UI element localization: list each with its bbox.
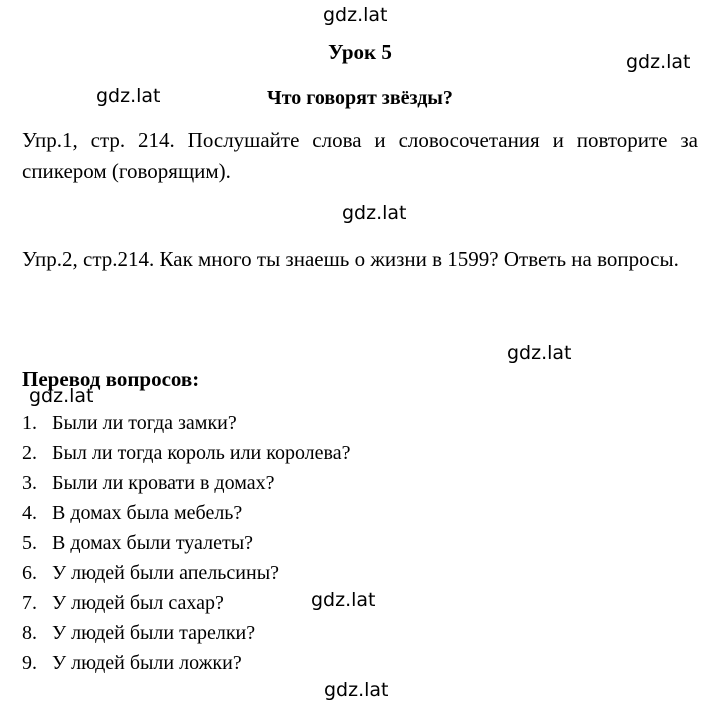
question-number: 7. <box>22 592 37 614</box>
exercise-1-text: Упр.1, стр. 214. Послушайте слова и словосочетания и повторите за спикером (говорящим). <box>22 128 698 183</box>
questions-list <box>22 408 350 678</box>
question-text: Были ли тогда замки? <box>52 412 237 434</box>
lesson-title: Урок 5 <box>328 40 392 64</box>
translation-heading: Перевод вопросов: <box>22 367 200 391</box>
question-number: 5. <box>22 532 37 554</box>
question-item <box>22 438 350 468</box>
question-number: 2. <box>22 442 37 464</box>
question-item <box>22 588 350 618</box>
question-number: 4. <box>22 502 37 524</box>
question-item <box>22 618 350 648</box>
watermark: gdz.lat <box>96 85 161 107</box>
question-text: У людей были ложки? <box>52 652 242 674</box>
question-item <box>22 408 350 438</box>
question-item <box>22 528 350 558</box>
question-number: 1. <box>22 412 37 434</box>
question-number: 3. <box>22 472 37 494</box>
watermark: gdz.lat <box>323 4 388 26</box>
question-item <box>22 468 350 498</box>
question-number: 8. <box>22 622 37 644</box>
question-item <box>22 498 350 528</box>
question-text: Были ли кровати в домах? <box>52 472 275 494</box>
watermark: gdz.lat <box>311 589 376 611</box>
question-text: В домах была мебель? <box>52 502 243 524</box>
watermark: gdz.lat <box>29 385 94 407</box>
question-item <box>22 558 350 588</box>
watermark: gdz.lat <box>324 679 389 701</box>
question-text: У людей были апельсины? <box>52 562 280 584</box>
lesson-subtitle: Что говорят звёзды? <box>267 87 453 109</box>
question-number: 9. <box>22 652 37 674</box>
question-text: У людей были тарелки? <box>52 622 256 644</box>
question-text: В домах были туалеты? <box>52 532 254 554</box>
question-number: 6. <box>22 562 37 584</box>
watermark: gdz.lat <box>626 51 691 73</box>
exercise-2-text: Упр.2, стр.214. Как много ты знаешь о жизни в 1599? Ответь на вопросы. <box>22 247 679 271</box>
question-text: Был ли тогда король или королева? <box>52 442 351 464</box>
watermark: gdz.lat <box>342 202 407 224</box>
question-text: У людей был сахар? <box>52 592 224 614</box>
watermark: gdz.lat <box>507 342 572 364</box>
question-item <box>22 648 350 678</box>
